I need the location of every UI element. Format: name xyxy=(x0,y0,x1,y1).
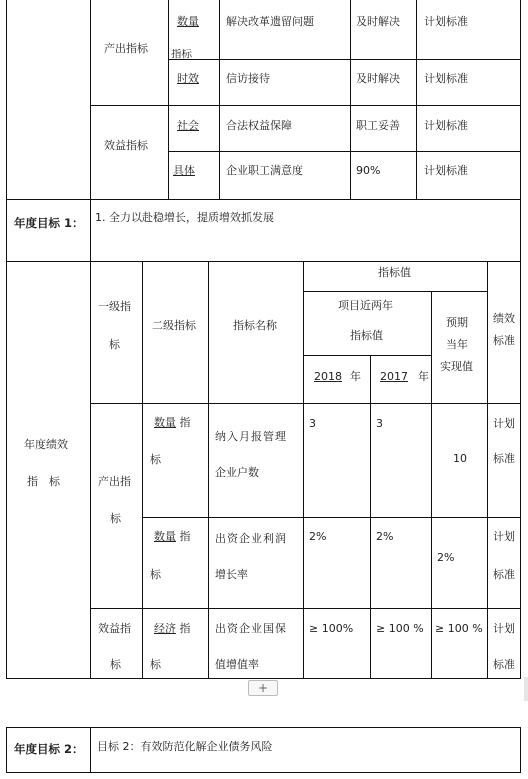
performance-standard-2: 标准 xyxy=(493,658,515,671)
indicator-name: 纳入月报管理 xyxy=(215,430,287,443)
sub-indicator-quantity: 数量 xyxy=(177,15,199,28)
indicator-name: 信访接待 xyxy=(226,72,270,85)
sub-indicator-timeliness: 时效 xyxy=(177,72,199,85)
value-2018: ≥ 100% xyxy=(309,622,354,635)
sub-indicator: 数量 指 xyxy=(154,416,191,429)
indicator-value: 90% xyxy=(356,164,381,177)
header-level1: 一级指 xyxy=(98,300,131,313)
expected-value: ≥ 100 % xyxy=(435,622,483,635)
header-level2: 二级指标 xyxy=(152,319,196,332)
value-2018: 2% xyxy=(309,530,327,543)
indicator-standard: 计划标准 xyxy=(424,72,468,85)
header-expected-2: 当年 xyxy=(446,338,468,351)
indicator-name-2: 值增值率 xyxy=(215,658,259,671)
indicator-name: 企业职工满意度 xyxy=(226,164,303,177)
header-indicator-value: 指标值 xyxy=(378,266,411,279)
sub-indicator: 数量 指 xyxy=(154,530,191,543)
indicator-standard: 计划标准 xyxy=(424,164,468,177)
expected-value: 10 xyxy=(453,452,467,465)
indicator-value: 及时解决 xyxy=(356,72,400,85)
header-year-2017: 2017 年 xyxy=(380,370,429,383)
goal2-text: 目标 2：有效防范化解企业债务风险 xyxy=(97,740,273,753)
annual-performance-label-2: 指 标 xyxy=(27,475,60,488)
output-indicator-label: 产出指 xyxy=(98,475,131,488)
indicator-name-2: 企业户数 xyxy=(215,466,259,479)
annual-performance-label: 年度绩效 xyxy=(24,438,68,451)
performance-standard: 计划 xyxy=(493,622,515,635)
indicator-name: 合法权益保障 xyxy=(226,119,292,132)
performance-standard: 计划 xyxy=(493,417,515,430)
header-performance-standard-2: 标准 xyxy=(493,334,515,347)
value-2018: 3 xyxy=(309,417,316,430)
indicator-value: 职工妥善 xyxy=(356,119,400,132)
sub-indicator-quantity-extra: 指标 xyxy=(171,49,192,59)
header-performance-standard: 绩效 xyxy=(493,312,515,325)
indicator-name-2: 增长率 xyxy=(215,568,248,581)
sub-indicator-specific: 具体 xyxy=(173,164,195,177)
header-recent-years-2: 指标值 xyxy=(350,329,383,342)
sub-indicator-2: 标 xyxy=(150,658,161,671)
sub-indicator-social: 社会 xyxy=(177,119,199,132)
expected-value: 2% xyxy=(437,551,455,564)
header-year-2018: 2018 年 xyxy=(314,370,361,383)
benefit-indicator-label: 效益指 xyxy=(98,622,131,635)
goal1-label: 年度目标 1： xyxy=(14,216,84,230)
sub-indicator: 经济 指 xyxy=(154,622,191,635)
sub-indicator-2: 标 xyxy=(150,568,161,581)
header-expected: 预期 xyxy=(446,316,468,329)
value-2017: ≥ 100 % xyxy=(376,622,424,635)
indicator-value: 及时解决 xyxy=(356,15,400,28)
indicator-name: 出资企业利润 xyxy=(215,532,287,545)
goal2-label: 年度目标 2： xyxy=(14,742,84,756)
indicator-standard: 计划标准 xyxy=(424,119,468,132)
indicator-name: 出资企业国保 xyxy=(215,622,287,635)
value-2017: 3 xyxy=(376,417,383,430)
output-indicator-label: 产出指标 xyxy=(104,42,148,55)
indicator-standard: 计划标准 xyxy=(424,15,468,28)
output-indicator-label-2: 标 xyxy=(110,512,121,525)
performance-standard-2: 标准 xyxy=(493,568,515,581)
performance-standard: 计划 xyxy=(493,530,515,543)
benefit-indicator-label: 效益指标 xyxy=(104,139,148,152)
header-recent-years: 项目近两年 xyxy=(338,299,393,312)
performance-standard-2: 标准 xyxy=(493,452,515,465)
benefit-indicator-label-2: 标 xyxy=(110,658,121,671)
sub-indicator-2: 标 xyxy=(150,453,161,466)
value-2017: 2% xyxy=(376,530,394,543)
scroll-edge xyxy=(524,677,528,701)
header-expected-3: 实现值 xyxy=(440,360,473,373)
header-indicator-name: 指标名称 xyxy=(233,319,277,332)
goal1-text: 1. 全力以赴稳增长，提质增效抓发展 xyxy=(95,211,274,224)
indicator-name: 解决改革遗留问题 xyxy=(226,15,314,28)
header-level1-2: 标 xyxy=(109,338,120,351)
add-row-button[interactable]: + xyxy=(248,680,278,696)
